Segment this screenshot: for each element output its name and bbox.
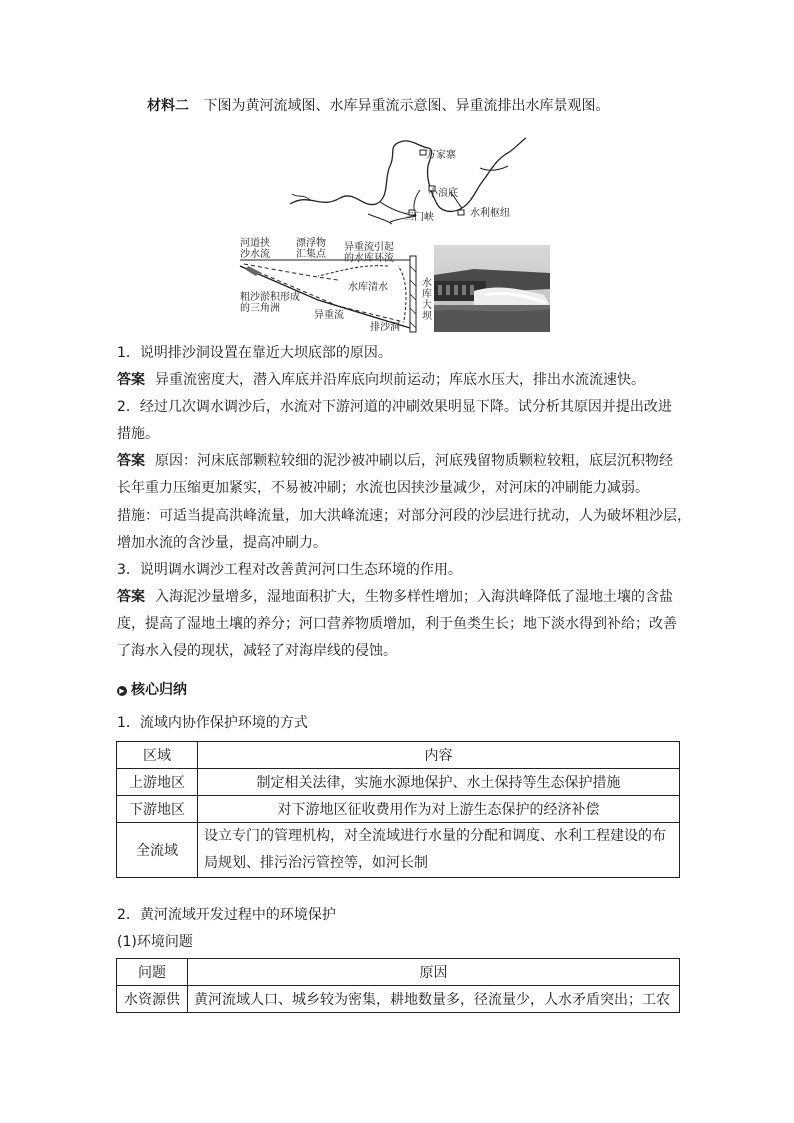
- table-header-cell: 区域: [117, 742, 198, 769]
- question-2-line-1: 2．经过几次调水调沙后，水流对下游河道的冲刷效果明显下降。试分析其原因并提出改进: [117, 399, 672, 415]
- diagram-label-dam-2: 库: [422, 289, 432, 300]
- yellow-river-map: [280, 132, 530, 232]
- map-label-sanmenxia: 三门峡: [404, 212, 434, 223]
- diagram-label-sand-flow-2: 沙水流: [240, 249, 270, 260]
- diagram-label-circulation-1: 异重流引起: [344, 242, 394, 253]
- answer-3-text-1: 入海泥沙量增多，湿地面积扩大，生物多样性增加；入海洪峰降低了湿地土壤的含盐: [155, 589, 673, 605]
- section-2-subtitle: (1)环境问题: [117, 934, 193, 950]
- diagram-label-density-flow: 异重流: [314, 310, 344, 321]
- table-cell-content: 对下游地区征收费用作为对上游生态保护的经济补偿: [198, 796, 680, 823]
- table-header-cell: 问题: [117, 959, 188, 986]
- reservoir-diagram: [238, 236, 438, 336]
- map-label-hydro-hub: 水利枢纽: [470, 208, 510, 219]
- question-2-line-2: 措施。: [117, 426, 159, 442]
- cooperation-table: [116, 741, 680, 878]
- answer-1: [117, 370, 645, 390]
- section-2-title: 2．黄河流域开发过程中的环境保护: [117, 907, 336, 923]
- table-cell-region: 全流域: [117, 823, 198, 878]
- play-icon: ▶: [117, 686, 127, 696]
- diagram-label-delta-2: 的三角洲: [240, 303, 280, 314]
- answer-2-line-2: 长年重力压缩更加紧实，不易被冲刷；水流也因挟沙量减少，对河床的冲刷能力减弱。: [117, 480, 649, 496]
- diagram-label-clear-water: 水库清水: [348, 282, 388, 293]
- diagram-label-float-point-1: 漂浮物: [296, 238, 326, 249]
- map-label-xiaolangdi: 小浪底: [428, 188, 458, 199]
- table-cell-content: 制定相关法律，实施水源地保护、水土保持等生态保护措施: [198, 769, 680, 796]
- diagram-label-dam-1: 水: [422, 278, 432, 289]
- table-row: [117, 823, 680, 878]
- environment-problem-table: [116, 958, 680, 1013]
- diagram-label-delta-1: 粗沙淤积形成: [240, 292, 300, 303]
- table-row: [117, 769, 680, 796]
- material-caption-text: 下图为黄河流域图、水库异重流示意图、异重流排出水库景观图。: [203, 98, 610, 114]
- diagram-label-float-point-2: 汇集点: [296, 249, 326, 260]
- answer-label: 答案: [117, 372, 145, 388]
- table-cell-problem: 水资源供: [117, 986, 188, 1013]
- diagram-label-sand-flow-1: 河道挟: [240, 238, 270, 249]
- answer-2-line-4: 增加水流的含沙量，提高冲刷力。: [117, 535, 327, 551]
- answer-3-line-1: [117, 587, 673, 607]
- question-3: 3．说明调水调沙工程对改善黄河河口生态环境的作用。: [117, 562, 462, 578]
- answer-label: 答案: [117, 453, 145, 469]
- table-cell-content: [198, 823, 680, 878]
- diagram-label-circulation-2: 的水库环流: [344, 253, 394, 264]
- answer-2-line-3: 措施：可适当提高洪峰流量，加大洪峰流速；对部分河段的沙层进行扰动，人为破坏粗沙层，: [117, 508, 691, 524]
- dam-discharge-photo: [434, 245, 550, 332]
- diagram-label-outlet: 排沙洞: [370, 322, 400, 333]
- material-label: 材料二: [147, 98, 189, 114]
- diagram-label-dam-4: 坝: [422, 311, 432, 322]
- map-label-wanjiazhai: 万家寨: [426, 150, 456, 161]
- table-header-cell: 内容: [198, 742, 680, 769]
- table-cell-region: 下游地区: [117, 796, 198, 823]
- answer-1-text: 异重流密度大，潜入库底并沿库底向坝前运动；库底水压大，排出水流流速快。: [155, 372, 645, 388]
- table-header-row: [117, 742, 680, 769]
- table-header-cell: 原因: [188, 959, 680, 986]
- section-1-title: 1．流域内协作保护环境的方式: [117, 715, 308, 731]
- question-1: 1．说明排沙洞设置在靠近大坝底部的原因。: [117, 345, 392, 361]
- answer-3-line-2: 度，提高了湿地土壤的养分；河口营养物质增加，利于鱼类生长；地下淡水得到补给；改善: [117, 616, 677, 632]
- table-cell-reason: 黄河流域人口、城乡较为密集，耕地数量多，径流量少，人水矛盾突出；工农: [188, 986, 680, 1013]
- answer-2-line-1: [117, 451, 673, 471]
- material-caption: [147, 96, 609, 116]
- table-row: [117, 986, 680, 1013]
- table-cell-content-line-2: 局规划、排污治污管控等，如河长制: [204, 855, 428, 871]
- answer-label: 答案: [117, 589, 145, 605]
- diagram-label-dam-3: 大: [422, 300, 432, 311]
- answer-3-line-3: 了海水入侵的现状，减轻了对海岸线的侵蚀。: [117, 643, 397, 659]
- table-header-row: [117, 959, 680, 986]
- table-cell-region: 上游地区: [117, 769, 198, 796]
- table-row: [117, 796, 680, 823]
- core-title-text: 核心归纳: [131, 682, 187, 698]
- core-title: [117, 680, 187, 700]
- answer-2-text-1: 原因：河床底部颗粒较细的泥沙被冲刷以后，河底残留物质颗粒较粗，底层沉积物经: [155, 453, 673, 469]
- table-cell-content-line-1: 设立专门的管理机构，对全流域进行水量的分配和调度、水利工程建设的布: [204, 828, 666, 844]
- dam-photo-graphic: [434, 245, 550, 332]
